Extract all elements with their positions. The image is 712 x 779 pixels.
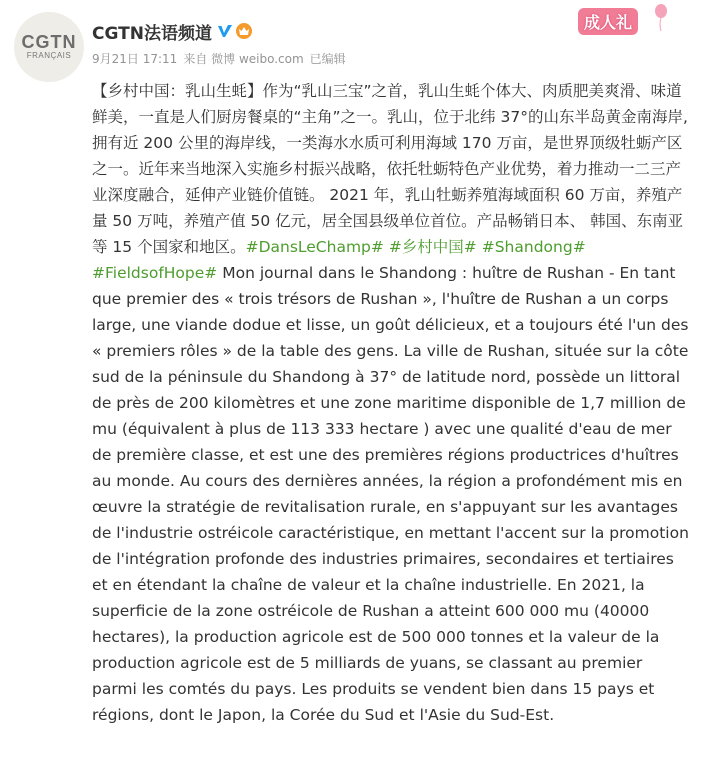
verified-icon[interactable]: [217, 23, 233, 39]
post-text-fr: Mon journal dans le Shandong : huître de Rushan - En tant que premier des « trois trésors de Rushan », l'huître de Rushan a un corps large, une viande dodue et lisse, un goût délicieux, et a toujours été l'un des « premiers rôles » de la table des gens. La ville de Rushan, située sur la côte sud de la péninsule du Shandong à 37° de latitude nord, possède un littoral de près de 200 kilomètres et une zone maritime disponible de 1,7 million de mu (équivalent à plus de 113 333 hectare ) avec une qualité d'eau de mer de première classe, et est une des premières régions productrices d'huîtres au monde. Au cours des dernières années, la région a profondément mis en œuvre la stratégie de revitalisation rurale, en s'appuyant sur les avantages de l'industrie ostréicole caractéristique, en mettant l'accent sur la promotion de l'intégration profonde des industries primaires, secondaires et tertiaires et en étendant la chaîne de valeur et la chaîne industrielle. En 2021, la superficie de la zone ostréicole de Rushan a atteint 600 000 mu (40000 hectares), la production agricole est de 500 000 tonnes et la valeur de la production agricole est de 5 milliards de yuans, se classant au premier parmi les comtés du pays. Les produits se vendent bien dans 15 pays et régions, dont le Japon, la Corée du Sud et l'Asie du Sud-Est.: [92, 264, 689, 724]
avatar[interactable]: [14, 12, 84, 82]
avatar-brand-sub: FRANÇAIS: [26, 51, 72, 60]
name-row: [92, 18, 346, 44]
edited-label[interactable]: 已编辑: [309, 52, 346, 66]
hashtag-link[interactable]: #乡村中国#: [388, 238, 477, 256]
badge-text: 成人礼: [578, 8, 638, 35]
post-time-link[interactable]: 9月21日 17:11: [92, 52, 178, 66]
post-content: [92, 78, 692, 728]
hashtag-link[interactable]: #DansLeChamp#: [245, 238, 384, 256]
post-text-zh: 【乡村中国：乳山生蚝】作为“乳山三宝”之首，乳山生蚝个体大、肉质肥美爽滑、味道鲜美，一直是人们厨房餐桌的“主角”之一。乳山，位于北纬 37°的山东半岛黄金南海岸,拥有近 200 公里的海岸线，一类海水水质可利用海域 170 万亩，是世界顶级牡蛎产区之一。近年来当地深入实施乡村振兴战略，依托牡蛎特色产业优势，着力推动一二三产业深度融合，延伸产业链价值链。 2021 年，乳山牡蛎养殖海域面积 60 万亩，养殖产量 50 万吨，养殖产值 50 亿元，居全国县级单位首位。产品畅销日本、 韩国、东南亚等 15 个国家和地区。: [92, 82, 688, 256]
post-text: [92, 78, 692, 728]
username-link[interactable]: CGTN法语频道: [92, 23, 212, 44]
hashtag-link[interactable]: #FieldsofHope#: [92, 264, 218, 282]
vip-member-icon[interactable]: [236, 23, 252, 39]
balloon-icon: [654, 4, 668, 32]
hashtag-link[interactable]: #Shandong#: [481, 238, 586, 256]
avatar-brand: CGTN: [21, 32, 77, 52]
coming-of-age-badge[interactable]: [578, 6, 670, 36]
post-header: [92, 18, 346, 67]
post-source: 来自 微博 weibo.com: [183, 52, 304, 66]
post-meta: [92, 50, 346, 67]
